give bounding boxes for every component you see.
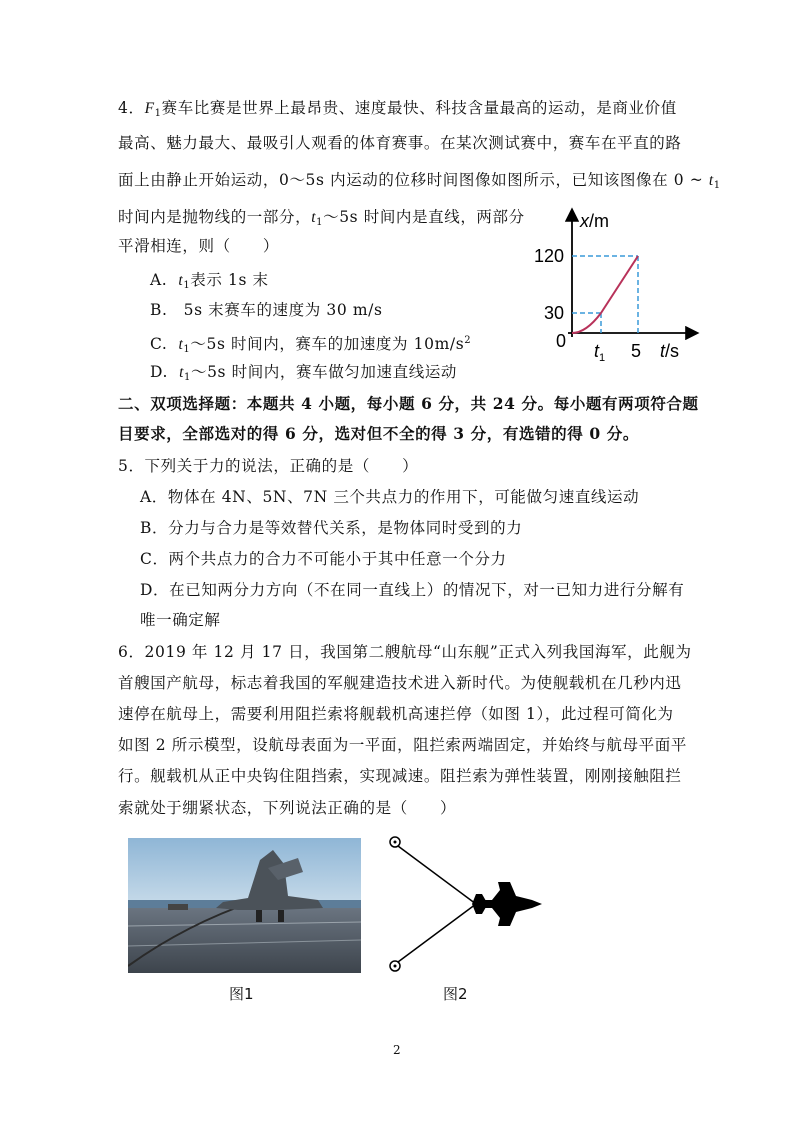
- figure-2-diagram: [380, 830, 550, 980]
- q6-line-3: 速停在航母上，需要利用阻拦索将舰载机高速拦停（如图 1），此过程可简化为: [118, 705, 674, 723]
- q5-option-b: B．分力与合力是等效替代关系，是物体同时受到的力: [140, 519, 523, 537]
- figure-1-photo: [128, 838, 361, 973]
- linear-segment: [601, 256, 638, 313]
- x-t-graph: [520, 205, 716, 365]
- figure-2-caption: 图2: [443, 985, 468, 1003]
- q4-line-1: 4．$F_1$赛车比赛是世界上最昂贵、速度最快、科技含量最高的运动，是商业价值: [118, 99, 677, 119]
- q6-line-5: 行。舰载机从正中央钩住阻挡索，实现减速。阻拦索为弹性装置，刚刚接触阻拦: [118, 767, 682, 785]
- q4-line-2: 最高、魅力最大、最吸引人观看的体育赛事。在某次测试赛中，赛车在平直的路: [118, 134, 682, 152]
- section2-line-1: 二、双项选择题：本题共 4 小题，每小题 6 分，共 24 分。每小题有两项符合题: [118, 394, 699, 413]
- q5-option-c: C．两个共点力的合力不可能小于其中任意一个分力: [140, 550, 507, 568]
- y-tick-120: 120: [534, 246, 565, 266]
- cable-lower: [398, 904, 476, 962]
- figure-1-caption: 图1: [229, 985, 254, 1003]
- x-tick-5: 5: [631, 341, 642, 361]
- q6-line-6: 索就处于绷紧状态，下列说法正确的是（ ）: [118, 799, 457, 817]
- q4-option-c: C. $t_1\sim 5s$ 时间内，赛车的加速度为 $10m/s^2$: [150, 335, 472, 356]
- q4-option-d: D. $t_1\sim 5s$ 时间内，赛车做匀加速直线运动: [150, 363, 458, 383]
- y-tick-30: 30: [544, 303, 565, 323]
- q6-line-2: 首艘国产航母，标志着我国的军舰建造技术进入新时代。为使舰载机在几秒内迅: [118, 674, 682, 692]
- q5-option-d: D．在已知两分力方向（不在同一直线上）的情况下，对一已知力进行分解有: [140, 581, 685, 599]
- section2-line-2: 目要求，全部选对的得 6 分，选对但不全的得 3 分，有选错的得 0 分。: [118, 424, 639, 443]
- page-number: 2: [393, 1043, 401, 1057]
- q5-option-d-cont: 唯一确定解: [140, 611, 221, 629]
- cable-upper: [398, 846, 476, 904]
- x-axis-label: t/s: [660, 341, 680, 361]
- q6-line-1: 6．2019 年 12 月 17 日，我国第二艘航母“山东舰”正式入列我国海军，此舰为: [118, 643, 692, 661]
- q4-line-4: 时间内是抛物线的一部分，$t_1\sim 5s$ 时间内是直线，两部分: [118, 208, 525, 228]
- jet-silhouette: [472, 882, 542, 926]
- q4-option-b: B. 5s 末赛车的速度为 30 m/s: [150, 301, 383, 319]
- q4-line-5: 平滑相连，则（ ）: [118, 237, 280, 255]
- q4-number: 4．: [118, 99, 145, 117]
- q4-option-a: A. $t_1$表示 1s 末: [150, 271, 269, 291]
- q5-option-a: A．物体在 4N、5N、7N 三个共点力的作用下，可能做匀速直线运动: [140, 488, 640, 506]
- x-tick-t1: $t_1$: [594, 341, 606, 364]
- parabola-segment: [572, 313, 601, 333]
- origin-label: 0: [556, 331, 567, 351]
- q5-stem: 5．下列关于力的说法，正确的是（ ）: [118, 457, 419, 475]
- y-axis-label: x/m: [580, 211, 609, 231]
- q4-line-3: 面上由静止开始运动，0～5s 内运动的位移时间图像如图所示，已知该图像在 0 ~ $t_1$: [118, 171, 721, 191]
- q6-line-4: 如图 2 所示模型，设航母表面为一平面，阻拦索两端固定，并始终与航母平面平: [118, 736, 687, 754]
